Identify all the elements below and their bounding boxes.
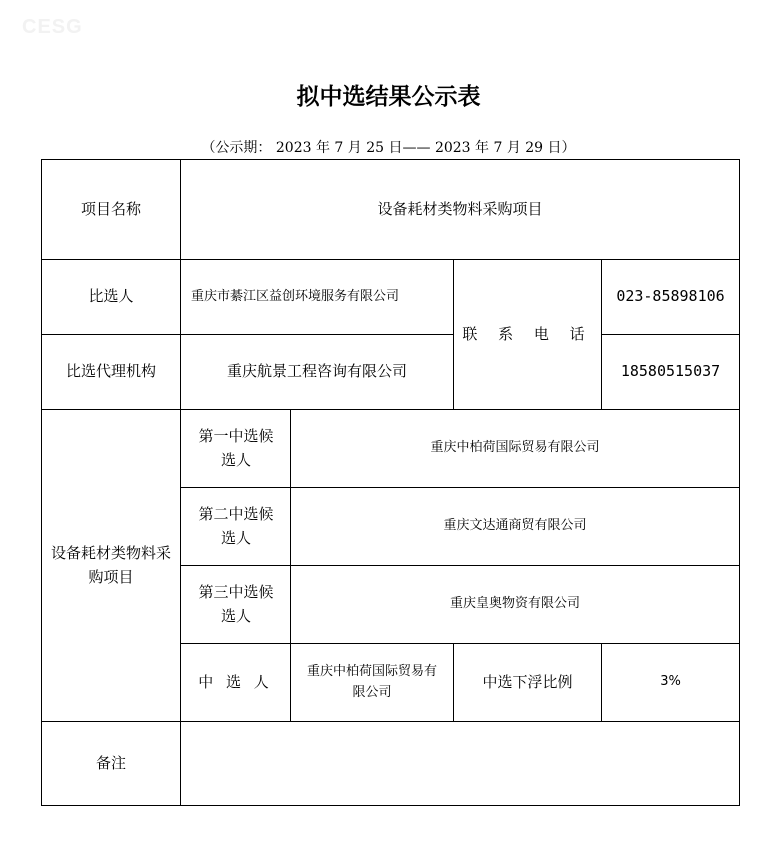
candidate-2-rank: 第二中选候选人 (198, 505, 274, 547)
candidate-1-name: 重庆中柏荷国际贸易有限公司 (430, 440, 600, 456)
winner-value: 重庆中柏荷国际贸易有限公司 (306, 664, 437, 700)
publicity-period: （公示期： 2023 年 7 月 25 日—— 2023 年 7 月 29 日） (201, 140, 576, 156)
selector-value: 重庆市綦江区益创环境服务有限公司 (191, 288, 400, 304)
project-name-label: 项目名称 (80, 199, 141, 218)
float-ratio-label: 中选下浮比例 (482, 672, 573, 691)
candidate-2-name: 重庆文达通商贸有限公司 (443, 518, 587, 534)
candidate-1-rank: 第一中选候选人 (198, 427, 274, 469)
float-ratio-value: 3% (660, 674, 681, 690)
winner-label: 中 选 人 (198, 672, 273, 691)
remarks-value (181, 722, 739, 805)
selector-phone: 023-85898106 (616, 287, 725, 306)
project-name-value: 设备耗材类物料采购项目 (377, 199, 543, 218)
candidate-3-name: 重庆皇奥物资有限公司 (449, 596, 580, 612)
selector-label: 比选人 (88, 287, 134, 306)
watermark-logo: CESG (22, 16, 83, 38)
section-label: 设备耗材类物料采购项目 (50, 544, 171, 586)
agency-label: 比选代理机构 (65, 362, 156, 381)
remarks-label: 备注 (95, 753, 126, 772)
agency-value: 重庆航景工程咨询有限公司 (226, 362, 407, 381)
candidate-3-rank: 第三中选候选人 (198, 583, 274, 625)
agency-phone: 18580515037 (620, 362, 721, 381)
contact-phone-label: 联 系 电 话 (462, 324, 593, 343)
page-title: 拟中选结果公示表 (296, 83, 481, 110)
